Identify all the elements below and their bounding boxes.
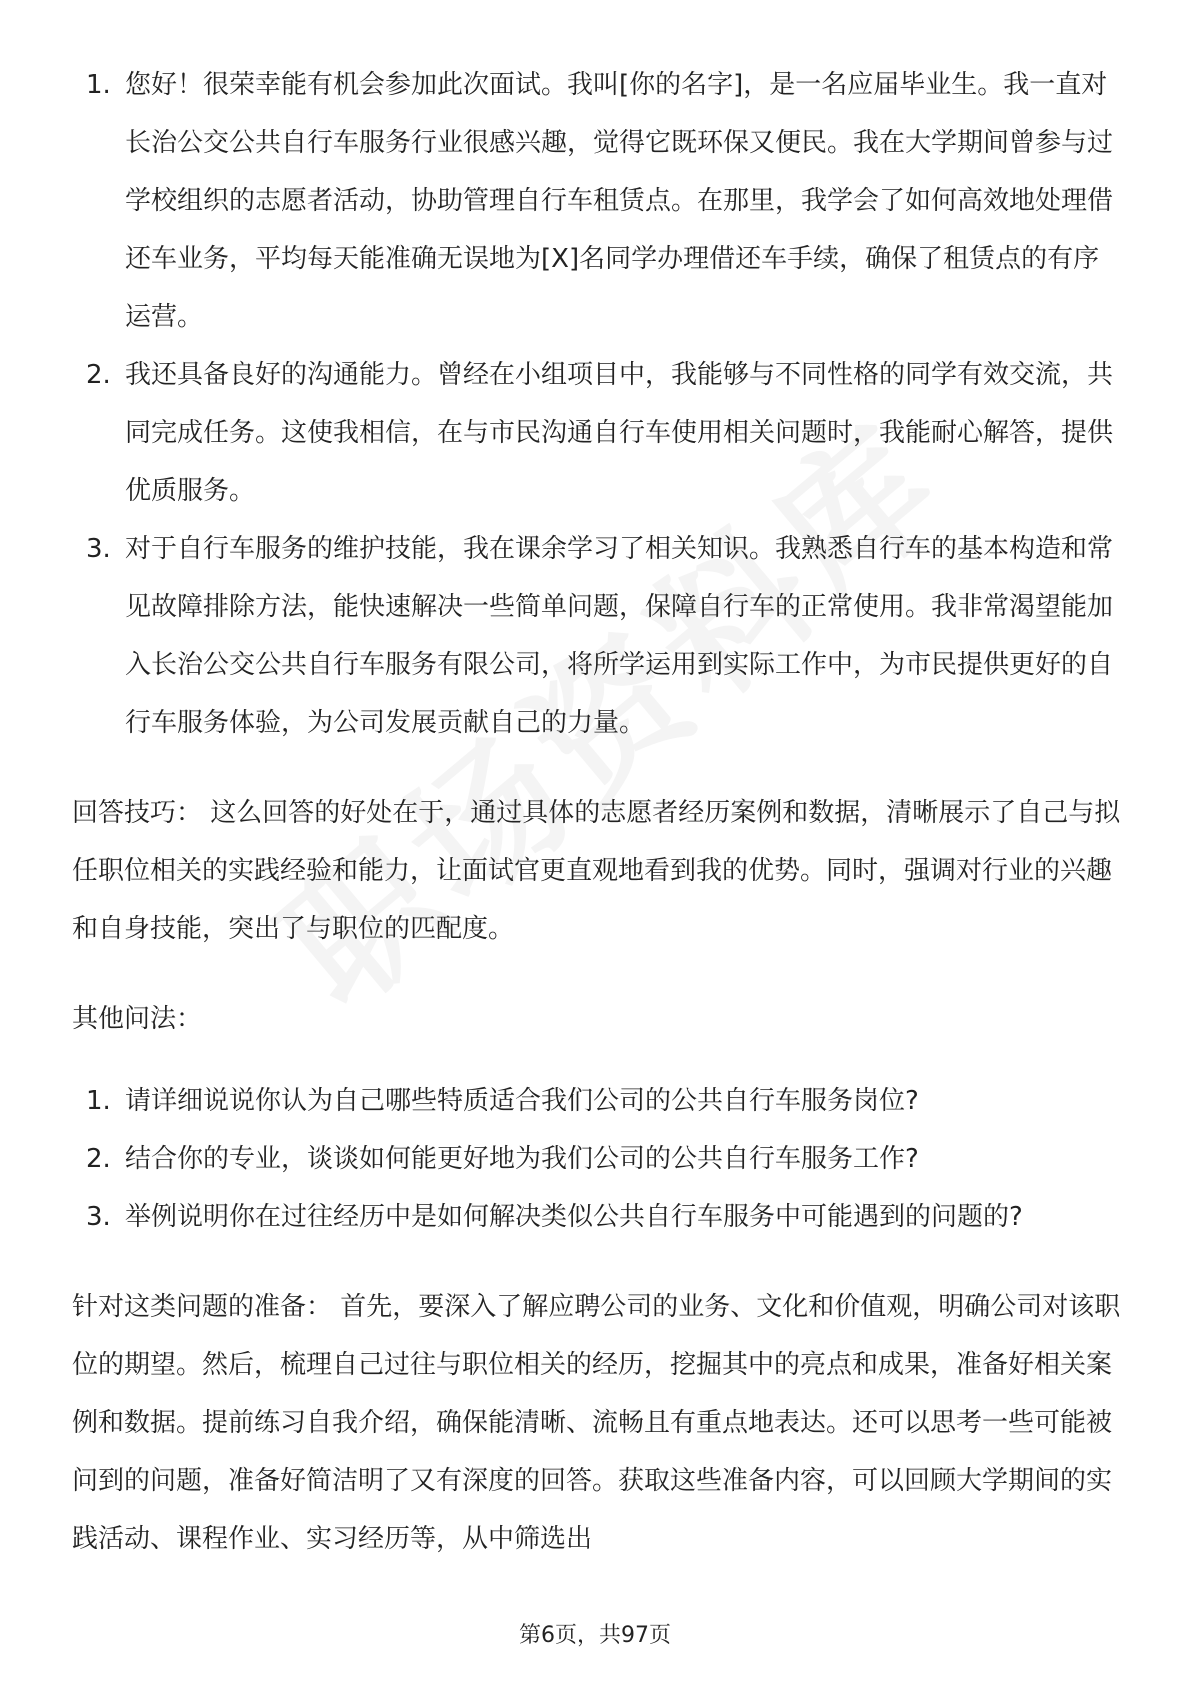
list-number: 2. <box>86 1144 111 1174</box>
list-text: 举例说明你在过往经历中是如何解决类似公共自行车服务中可能遇到的问题的? <box>125 1202 1023 1232</box>
document-body <box>72 56 1122 1568</box>
list-text: 请详细说说你认为自己哪些特质适合我们公司的公共自行车服务岗位? <box>125 1086 919 1116</box>
answer-list <box>72 56 1122 752</box>
list-text: 我还具备良好的沟通能力。曾经在小组项目中，我能够与不同性格的同学有效交流，共同完成任务。这使我相信，在与市民沟通自行车使用相关问题时，我能耐心解答，提供优质服务。 <box>125 360 1114 506</box>
list-text: 结合你的专业，谈谈如何能更好地为我们公司的公共自行车服务工作? <box>125 1144 919 1174</box>
list-item <box>72 56 1122 346</box>
list-number: 3. <box>86 1202 111 1232</box>
list-item <box>72 1188 1122 1246</box>
list-number: 3. <box>86 534 111 564</box>
list-item <box>72 1130 1122 1188</box>
other-questions-list <box>72 1072 1122 1246</box>
list-text: 您好！很荣幸能有机会参加此次面试。我叫[你的名字]，是一名应届毕业生。我一直对长治公交公共自行车服务行业很感兴趣，觉得它既环保又便民。我在大学期间曾参与过学校组织的志愿者活动，协助管理自行车租赁点。在那里，我学会了如何高效地处理借还车业务，平均每天能准确无误地为[X]名同学办理借还车手续，确保了租赁点的有序运营。 <box>125 70 1114 332</box>
preparation-paragraph: 针对这类问题的准备： 首先，要深入了解应聘公司的业务、文化和价值观，明确公司对该职位的期望。然后，梳理自己过往与职位相关的经历，挖掘其中的亮点和成果，准备好相关案例和数据。提前练习自我介绍，确保能清晰、流畅且有重点地表达。还可以思考一些可能被问到的问题，准备好简洁明了又有深度的回答。获取这些准备内容，可以回顾大学期间的实践活动、课程作业、实习经历等，从中筛选出 <box>72 1292 1121 1554</box>
list-item <box>72 1072 1122 1130</box>
answer-tips: 回答技巧： 这么回答的好处在于，通过具体的志愿者经历案例和数据，清晰展示了自己与拟任职位相关的实践经验和能力，让面试官更直观地看到我的优势。同时，强调对行业的兴趣和自身技能，突出了与职位的匹配度。 <box>72 798 1121 944</box>
list-item <box>72 346 1122 520</box>
list-item <box>72 520 1122 752</box>
other-questions-heading: 其他问法： <box>72 1004 203 1034</box>
list-number: 2. <box>86 360 111 390</box>
list-text: 对于自行车服务的维护技能，我在课余学习了相关知识。我熟悉自行车的基本构造和常见故障排除方法，能快速解决一些简单问题，保障自行车的正常使用。我非常渴望能加入长治公交公共自行车服务有限公司，将所学运用到实际工作中，为市民提供更好的自行车服务体验，为公司发展贡献自己的力量。 <box>125 534 1114 738</box>
list-number: 1. <box>86 70 111 100</box>
list-number: 1. <box>86 1086 111 1116</box>
page-number: 第6页，共97页 <box>519 1623 671 1648</box>
